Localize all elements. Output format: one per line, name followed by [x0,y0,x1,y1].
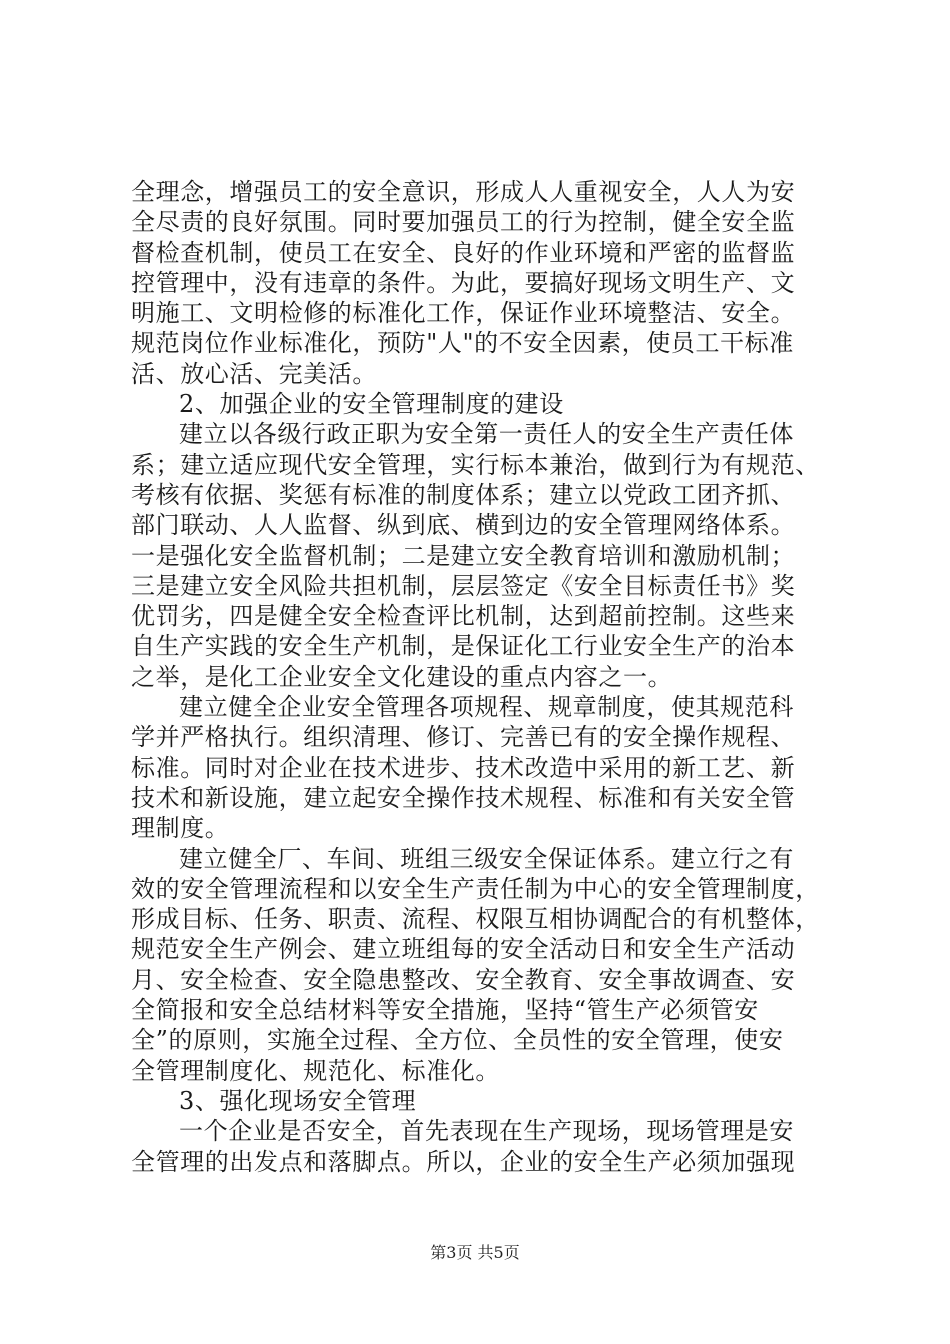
text-line: 控管理中，没有违章的条件。为此，要搞好现场文明生产、文 [131,268,796,297]
page-number-footer: 第3页 共5页 [430,1243,520,1262]
text-line: 标准。同时对企业在技术进步、技术改造中采用的新工艺、新 [131,753,796,782]
text-line: 部门联动、人人监督、纵到底、横到边的安全管理网络体系。 [131,511,796,540]
text-line: 理制度。 [131,814,230,843]
text-line: 一是强化安全监督机制；二是建立安全教育培训和激励机制； [131,541,796,570]
text-line: 建立以各级行政正职为安全第一责任人的安全生产责任体 [179,420,794,449]
text-line: 建立健全厂、车间、班组三级安全保证体系。建立行之有 [179,844,794,873]
text-line: 效的安全管理流程和以安全生产责任制为中心的安全管理制度， [131,874,820,903]
text-line: 系；建立适应现代安全管理，实行标本兼治，做到行为有规范、 [131,450,820,479]
text-line: 全管理制度化、规范化、标准化。 [131,1056,500,1085]
text-line: 月、安全检查、安全隐患整改、安全教育、安全事故调查、安 [131,965,796,994]
text-line: 建立健全企业安全管理各项规程、规章制度，使其规范科 [179,693,794,722]
text-line: 活、放心活、完美活。 [131,359,377,388]
text-line: 3、强化现场安全管理 [179,1086,417,1115]
text-line: 学并严格执行。组织清理、修订、完善已有的安全操作规程、 [131,723,796,752]
text-line: 全尽责的良好氛围。同时要加强员工的行为控制，健全安全监 [131,208,796,237]
text-line: 全理念，增强员工的安全意识，形成人人重视安全，人人为安 [131,178,796,206]
text-line: 全简报和安全总结材料等安全措施，坚持“管生产必须管安 [131,996,759,1025]
text-line: 督检查机制，使员工在安全、良好的作业环境和严密的监督监 [131,238,796,267]
text-line: 一个企业是否安全，首先表现在生产现场，现场管理是安 [179,1117,794,1146]
text-line: 2、加强企业的安全管理制度的建设 [179,390,564,419]
text-line: 考核有依据、奖惩有标准的制度体系；建立以党政工团齐抓、 [131,480,796,509]
text-line: 优罚劣，四是健全安全检查评比机制，达到超前控制。这些来 [131,602,796,631]
text-line: 技术和新设施，建立起安全操作技术规程、标准和有关安全管 [131,783,796,812]
text-line: 明施工、文明检修的标准化工作，保证作业环境整洁、安全。 [131,299,796,328]
text-line: 之举，是化工企业安全文化建设的重点内容之一。 [131,662,673,691]
text-line: 形成目标、任务、职责、流程、权限互相协调配合的有机整体， [131,905,820,934]
text-line: 规范安全生产例会、建立班组每的安全活动日和安全生产活动 [131,935,796,964]
text-line: 自生产实践的安全生产机制，是保证化工行业安全生产的治本 [131,632,796,661]
text-line: 全”的原则，实施全过程、全方位、全员性的安全管理，使安 [131,1026,784,1055]
text-line: 三是建立安全风险共担机制，层层签定《安全目标责任书》奖 [131,571,796,600]
text-line: 全管理的出发点和落脚点。所以，企业的安全生产必须加强现 [131,1147,796,1176]
text-line: 规范岗位作业标准化，预防"人"的不安全因素，使员工干标准 [131,329,794,358]
document-body [131,177,831,1177]
